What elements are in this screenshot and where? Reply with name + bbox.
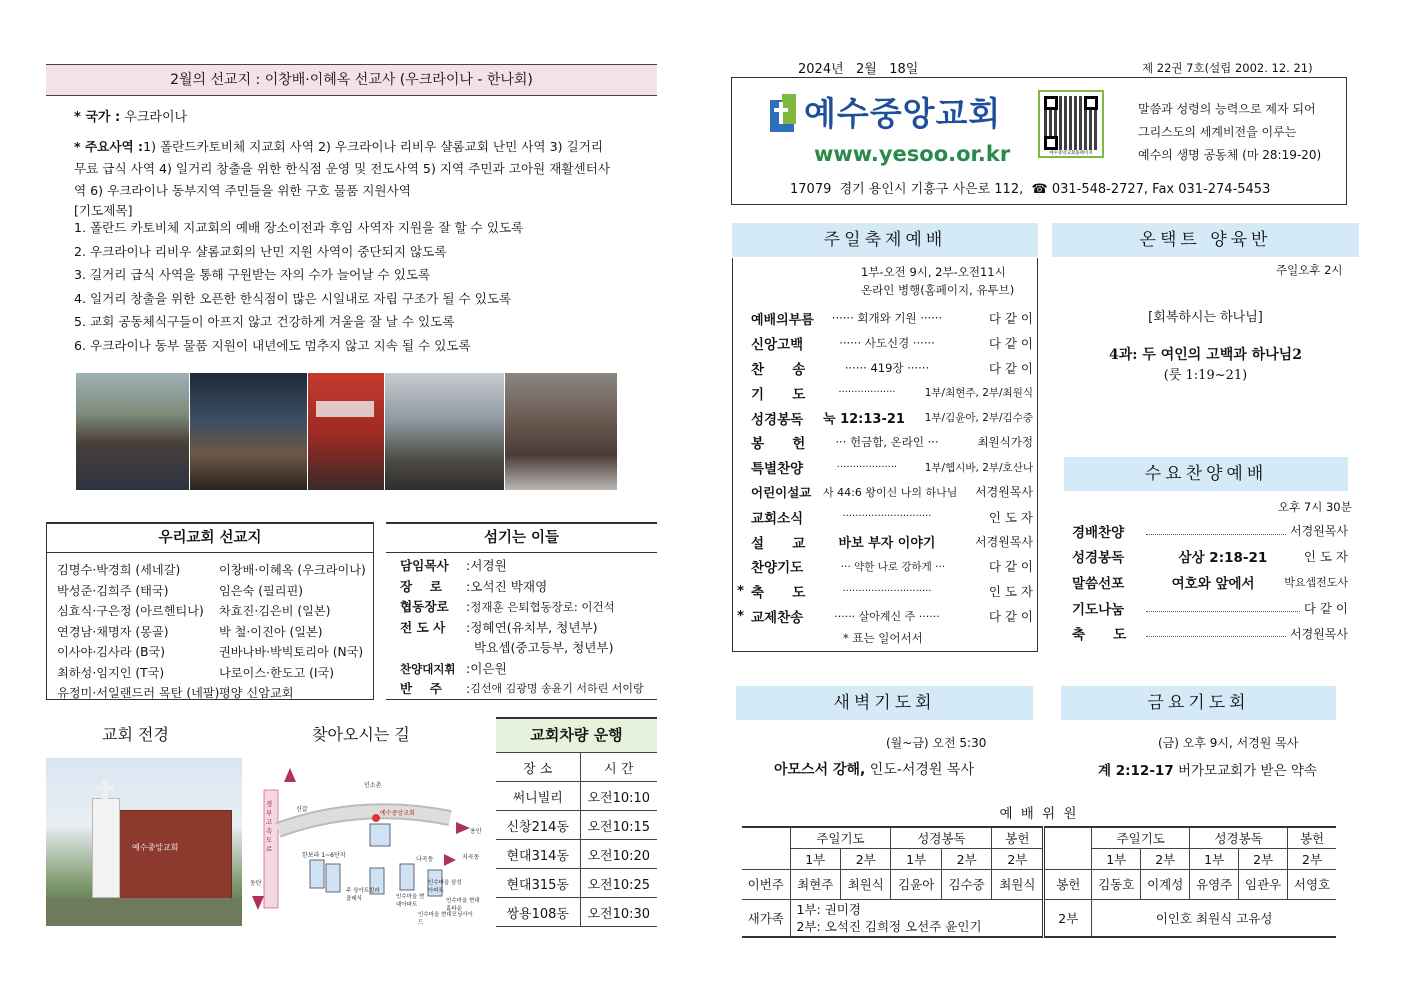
mission-photo-4 (385, 373, 504, 490)
servers-box (386, 522, 657, 700)
church-logo-icon (770, 94, 796, 132)
order-row (737, 579, 1033, 604)
sub-header: 1부 (1092, 848, 1141, 869)
wednesday-order (1072, 518, 1348, 646)
bus-place: 현대314동 (496, 840, 580, 869)
our-missionaries-box (46, 522, 374, 700)
new-family-line: 2부: 오석진 김희정 오선주 윤인기 (796, 918, 982, 934)
main-works (74, 136, 664, 220)
country-value: 우크라이나 (124, 110, 188, 125)
friday-prayer-title: 금요기도회 (1061, 686, 1336, 720)
server-role (400, 638, 466, 659)
col-header: 주일기도 (790, 827, 891, 848)
bus-title: 교회차량 운행 (496, 717, 657, 752)
order-item: 봉 헌 (751, 436, 806, 453)
sub-header: 1부 (891, 848, 941, 869)
part2-names: 이인호 최원식 고유성 (1092, 899, 1336, 937)
dawn-prayer-leader: 인도-서경원 목사 (865, 762, 974, 778)
dawn-prayer-topic (774, 759, 974, 779)
map-label: 용인 (470, 828, 482, 835)
order-row (1072, 544, 1348, 570)
church-name: 예수중앙교회 (804, 94, 1002, 133)
bus-time: 오전10:10 (580, 782, 657, 811)
map-label: 예수중앙교회 (380, 810, 415, 817)
wednesday-time: 오후 7시 30분 (1278, 500, 1352, 514)
servant-name: 김윤아 (891, 869, 941, 899)
table-row (496, 869, 657, 898)
dawn-prayer-title: 새벽기도회 (736, 686, 1033, 720)
order-detail: ··················· (836, 461, 898, 473)
order-leader: 인 도 자 (988, 584, 1033, 600)
order-row (737, 430, 1033, 455)
ontact-time: 주일오후 2시 (1276, 263, 1343, 277)
church-view-title: 교회 전경 (102, 725, 169, 744)
bus-header: 시 간 (580, 753, 657, 782)
order-item: 기 도 (751, 386, 806, 403)
order-item: 축 도 (751, 585, 806, 602)
ontact-title: 온택트 양육반 (1052, 223, 1359, 257)
missionaries-col-2 (219, 560, 366, 704)
map-label: 신갈 (296, 806, 308, 813)
server-row: 담임목사 : 서경원 (400, 556, 662, 577)
servers-title: 섬기는 이들 (386, 524, 657, 553)
server-role: 협동장로 (400, 599, 449, 614)
missionary-item: 이사야·김사라 (B국) (57, 645, 166, 659)
standing-note: * 표는 일어서서 (843, 631, 923, 645)
missionary-title: 2월의 선교지 : 이창배·이혜옥 선교사 (170, 72, 396, 88)
order-leader: 다 같 이 (988, 608, 1033, 624)
order-row (737, 331, 1033, 356)
sunday-order-list (737, 306, 1033, 628)
mission-photo-1 (76, 373, 189, 490)
blank-cell (742, 827, 790, 869)
church-sign: 예수중앙교회 (132, 843, 179, 852)
bus-time: 오전10:15 (580, 811, 657, 840)
order-row (737, 455, 1033, 480)
part2-label: 2부 (1044, 899, 1092, 937)
bus-place: 현대315동 (496, 869, 580, 898)
col-header: 주일기도 (1092, 827, 1190, 848)
missionary-item: 최하성·임지인 (T국) (57, 665, 165, 680)
servant-name: 임관우 (1239, 869, 1288, 899)
order-detail: 삼상 2:18-21 (1178, 550, 1268, 567)
sub-header: 2부 (941, 848, 991, 869)
order-leader: 다 같 이 (988, 559, 1033, 575)
sunday-time: 1부-오전 9시, 2부-오전11시 (861, 265, 1006, 279)
missionary-item: 나로이스·한도고 (I국) (219, 665, 335, 680)
country-line: * 국가 : 우크라이나 (74, 110, 188, 125)
works-line-3: 역 6) 우크라이나 동부지역 주민들을 위한 구호 물품 지원사역 (74, 183, 411, 198)
server-role: 찬양대지휘 (400, 661, 456, 676)
order-detail: ······ 419장 ······ (844, 360, 930, 375)
order-row (737, 554, 1033, 579)
servants-title: 예 배 위 원 (999, 806, 1079, 822)
this-week-label: 이번주 (742, 869, 790, 899)
friday-prayer-topic (1098, 759, 1317, 779)
map-label: 동탄 (250, 880, 262, 887)
missionary-item: 연경남·채명자 (몽골) (57, 624, 169, 639)
server-name: 정혜연(유치부, 청년부) (470, 619, 598, 635)
order-item: 찬 송 (751, 361, 806, 378)
missionary-item: 심효식·구은정 (아르헨티나) (57, 604, 204, 618)
map-label: 인수마을 현대홈타운 (446, 898, 480, 912)
sub-header: 2부 (1288, 848, 1336, 869)
works-label: 주요사역 : (84, 139, 144, 154)
server-name: 이은원 (470, 660, 507, 676)
table-row (496, 898, 657, 927)
qr-code-icon[interactable] (1038, 90, 1104, 158)
map-label: 인수마을 현대아파트 (396, 894, 425, 908)
sermon-title: 바보 부자 이야기 (838, 536, 936, 552)
order-detail: ···························· (842, 585, 932, 597)
works-line-1: * 주요사역 :1) 폴란드카토비체 지교회 사역 2) 우크라이나 리비우 샬롬교회 난민 사역 3) 길거리 (74, 139, 604, 154)
bus-header: 장 소 (496, 753, 580, 782)
order-item: 교회소식 (751, 510, 804, 527)
new-family-label: 새가족 (742, 899, 790, 937)
order-item: 축 도 (1072, 627, 1127, 644)
server-name: 박요셉(중고등부, 청년부) (474, 640, 614, 655)
map-label: 한보라 1~6단지 (302, 852, 346, 859)
order-detail: 사 44:6 왕이신 나의 하나님 (823, 485, 958, 499)
mission-photo-5 (505, 373, 617, 490)
offering-label: 봉헌 (1044, 869, 1092, 899)
friday-prayer-subject: 버가모교회가 받은 약속 (1173, 763, 1318, 779)
col-header: 성경봉독 (891, 827, 992, 848)
dawn-prayer-book: 아모스서 강해, (774, 762, 866, 778)
order-item: 신앙고백 (751, 337, 804, 354)
order-item: 특별찬양 (751, 461, 804, 478)
server-row: 전 도 사 : 정혜연(유치부, 청년부) (400, 618, 662, 639)
sub-header: 2부 (1239, 848, 1288, 869)
ontact-ref: (룻 1:19~21) (1163, 368, 1248, 383)
order-leader: 박요셉전도사 (1284, 575, 1348, 589)
mission-photo-3 (308, 373, 384, 490)
bus-time: 오전10:20 (580, 840, 657, 869)
order-leader: 서경원목사 (1290, 524, 1348, 539)
prayer-item: 2. 우크라이나 리비우 샬롬교회의 난민 지원 사역이 중단되지 않도록 (74, 243, 447, 259)
blank-cell (1044, 827, 1092, 869)
col-header: 성경봉독 (1190, 827, 1288, 848)
server-role: 반 주 (400, 681, 442, 696)
server-row: 장 로 : 오석진 박재영 (400, 577, 662, 598)
order-leader: 다 같 이 (988, 311, 1033, 327)
bus-time: 오전10:25 (580, 869, 657, 898)
bus-schedule (496, 717, 657, 927)
order-leader: 서경원목사 (1290, 626, 1348, 641)
friday-prayer-ref: 계 2:12-17 (1098, 763, 1174, 779)
order-row (737, 405, 1033, 430)
order-row (1072, 569, 1348, 595)
order-detail: ···························· (842, 511, 932, 523)
directions-map (250, 760, 488, 926)
prayer-item: 6. 우크라이나 동부 물품 지원이 내년에도 멈추지 않고 지속 될 수 있도록 (74, 337, 471, 353)
missionary-item: 임은숙 (필리핀) (219, 583, 304, 598)
wednesday-title: 수요찬양예배 (1064, 457, 1348, 491)
stand-marker: * (737, 583, 745, 600)
order-leader: 1부/헵시바, 2부/호산나 (924, 461, 1033, 474)
order-row (1072, 518, 1348, 544)
motto (1138, 98, 1321, 167)
order-row (737, 529, 1033, 554)
bus-place: 써니빌리 (496, 782, 580, 811)
sunday-online: 온라인 병행(홈페이지, 유투브) (861, 283, 1015, 297)
servant-name: 이계성 (1141, 869, 1190, 899)
servant-name: 김수중 (941, 869, 991, 899)
bus-time: 오전10:30 (580, 898, 657, 927)
table-row (496, 811, 657, 840)
order-detail: ······ 회개와 기원 ······ (831, 311, 943, 326)
bus-place: 신창214동 (496, 811, 580, 840)
missionary-title-sub: (우크라이나 - 한나회) (399, 72, 533, 88)
map-label: 인수마을 삼성아파트 (428, 880, 462, 894)
missionary-item: 유정미·서일랜드러 목탄 (네팔) (57, 686, 220, 700)
servant-name: 최원식 (992, 869, 1044, 899)
prayer-item: 4. 일거리 창출을 위한 오픈한 한식점이 많은 시일내로 자립 구조가 될 수 있도록 (74, 290, 512, 306)
order-item: 기도나눔 (1072, 601, 1125, 618)
table-row (496, 782, 657, 811)
order-detail: ······ 살아계신 주 ······ (834, 609, 940, 623)
servant-name: 서영호 (1288, 869, 1336, 899)
missionaries-col-1 (57, 560, 219, 704)
missionary-item: 차효진·김은비 (일본) (219, 604, 331, 618)
ontact-lesson: 4과: 두 여인의 고백과 하나님2 (1109, 347, 1302, 363)
server-name: 서경원 (470, 558, 507, 573)
server-row: 반 주 : 김선애 김광명 송윤기 서하린 서이랑 (400, 679, 662, 700)
server-row: 찬양대지휘 : 이은원 (400, 659, 662, 680)
works-text-1: 1) 폴란드카토비체 지교회 사역 2) 우크라이나 리비우 샬롬교회 난민 사역 3) 길거리 (143, 139, 604, 154)
order-leader: 최원식가정 (977, 435, 1033, 450)
table-row (496, 840, 657, 869)
prayer-list (74, 216, 664, 358)
order-row (1072, 595, 1348, 621)
order-detail: 여호와 앞에서 (1171, 575, 1255, 592)
servants-table (742, 826, 1336, 938)
order-row (1072, 620, 1348, 646)
order-detail: ·················· (838, 387, 896, 399)
missionary-item: 평양 신암교회 (219, 686, 294, 700)
directions-title: 찾아오시는 길 (312, 725, 410, 744)
sub-header: 2부 (840, 848, 890, 869)
sub-header: 2부 (992, 848, 1044, 869)
order-row (737, 480, 1033, 505)
order-item: 말씀선포 (1072, 575, 1125, 592)
server-role: 전 도 사 (400, 619, 446, 635)
servers-list (400, 556, 662, 700)
order-row (737, 604, 1033, 629)
missionary-header (46, 64, 657, 96)
order-row (737, 380, 1033, 405)
sunday-order-box (732, 258, 1038, 652)
ontact-series: [회복하시는 하나님] (1148, 310, 1263, 325)
server-row: 협동장로 : 정재훈 은퇴협동장로: 이건석 (400, 597, 662, 618)
order-leader: 인 도 자 (1303, 549, 1348, 565)
qr-caption: 예수중앙교회홈페이지 (1049, 151, 1093, 156)
map-label: 인소촌 (364, 782, 382, 789)
new-family-line: 1부: 권미경 (796, 901, 861, 917)
missionary-item: 권바나바·박빅토리아 (N국) (219, 645, 364, 659)
motto-line: 그리스도의 세계비전을 이루는 (1138, 125, 1297, 139)
motto-line: 예수의 생명 공동체 (마 28:19-20) (1138, 148, 1322, 162)
church-url[interactable]: www.yesoo.or.kr (814, 142, 1011, 166)
bulletin-date: 2024년 2월 18일 (798, 62, 919, 77)
order-row (737, 504, 1033, 529)
order-item: 교제찬송 (751, 609, 804, 626)
map-label: 인수마을 현대모닝사이드 (418, 912, 473, 926)
servant-name: 최현주 (790, 869, 840, 899)
motto-line: 말씀과 성령의 능력으로 제자 되어 (1138, 102, 1316, 116)
server-row (400, 638, 662, 659)
order-item: 경배찬양 (1072, 524, 1125, 541)
order-item: 성경봉독 (1072, 550, 1125, 567)
prayer-item: 1. 폴란드 카토비체 지교회의 예배 장소이전과 후임 사역자 지원을 잘 할 수 있도록 (74, 220, 524, 235)
sub-header: 1부 (1190, 848, 1239, 869)
order-leader: 1부/김윤아, 2부/김수중 (924, 412, 1033, 425)
missionary-item: 김명수·박경희 (세네갈) (57, 563, 181, 577)
servant-name: 김동호 (1092, 869, 1141, 899)
order-row (737, 356, 1033, 381)
order-row (737, 306, 1033, 331)
server-name: 정재훈 은퇴협동장로: 이건석 (470, 600, 615, 614)
order-detail: ··· 헌금함, 온라인 ··· (835, 435, 939, 450)
order-detail: 눅 12:13-21 (823, 412, 905, 428)
highway-label: 경부고속도로 (266, 800, 273, 853)
order-leader: 인 도 자 (988, 509, 1033, 525)
servant-name: 최원식 (840, 869, 890, 899)
order-item: 어린이설교 (751, 484, 812, 500)
order-detail: ··· 약한 나로 강하게 ··· (840, 560, 946, 573)
church-address: 17079 경기 용인시 기흥구 사은로 112, ☎ 031-548-2727, Fax 031-274-5453 (790, 182, 1271, 197)
bulletin-volume: 제 22권 7호(설립 2002. 12. 21) (1142, 61, 1313, 75)
server-name: 오석진 박재영 (470, 578, 548, 594)
order-item: 성경봉독 (751, 411, 804, 428)
order-leader: 1부/최현주, 2부/최원식 (924, 387, 1033, 400)
order-leader: 다 같 이 (1303, 600, 1348, 616)
order-leader: 다 같 이 (988, 360, 1033, 376)
order-detail: ······ 사도신경 ······ (839, 336, 935, 351)
bus-place: 쌍용108동 (496, 898, 580, 927)
order-item: 찬양기도 (751, 560, 804, 577)
servant-name: 유영주 (1190, 869, 1239, 899)
order-leader: 다 같 이 (988, 336, 1033, 352)
prayer-header: [기도제목] (74, 203, 133, 218)
sub-header: 2부 (1141, 848, 1190, 869)
server-role: 담임목사 (400, 558, 449, 573)
our-missionaries-title: 우리교회 선교지 (47, 524, 373, 553)
missionary-item: 박 철·이진아 (일본) (219, 624, 323, 639)
col-header: 봉헌 (992, 827, 1044, 848)
order-item: 예배의부름 (751, 312, 814, 328)
dawn-prayer-time: (월~금) 오전 5:30 (886, 736, 987, 750)
sub-header: 1부 (790, 848, 840, 869)
bus-table (496, 752, 657, 927)
map-label: 지곡동 (462, 854, 480, 861)
order-item: 설 교 (751, 535, 806, 552)
missionary-item: 박성준·김희주 (태국) (57, 583, 169, 598)
works-line-2: 무료 급식 사역 4) 일거리 창출을 위한 한식점 운영 및 전도사역 5) 지역 주민과 고아원 재활센터사 (74, 161, 611, 176)
order-leader: 서경원목사 (975, 485, 1033, 500)
order-leader: 서경원목사 (975, 535, 1033, 550)
sunday-worship-title: 주일축제예배 (732, 223, 1038, 257)
country-label: 국가 : (85, 110, 121, 125)
map-label: 나곡동 (416, 856, 434, 863)
prayer-item: 3. 길거리 급식 사역을 통해 구원받는 자의 수가 늘어날 수 있도록 (74, 267, 431, 283)
new-family-cell (790, 899, 1044, 937)
missionary-item: 이창배·이혜옥 (우크라이나) (219, 563, 366, 577)
mission-photo-2 (190, 373, 307, 490)
church-photo (46, 758, 242, 926)
masthead (731, 77, 1347, 205)
map-label: 주 상아트빌라 클래식 (346, 888, 380, 902)
stand-marker: * (737, 607, 745, 624)
prayer-item: 5. 교회 공동체식구들이 아프지 않고 건강하게 겨울을 잘 날 수 있도록 (74, 314, 455, 330)
server-name: 김선애 김광명 송윤기 서하린 서이랑 (470, 682, 644, 695)
friday-prayer-time: (금) 오후 9시, 서경원 목사 (1158, 736, 1299, 750)
server-role: 장 로 (400, 578, 442, 594)
col-header: 봉헌 (1288, 827, 1336, 848)
